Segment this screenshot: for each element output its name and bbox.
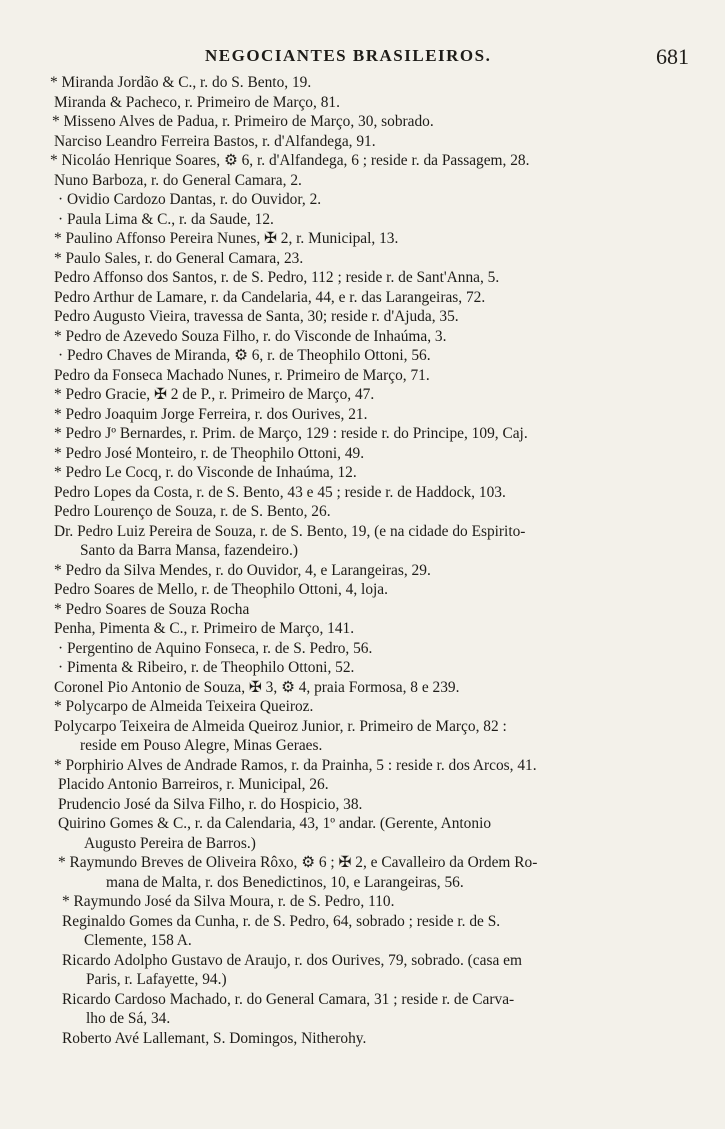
directory-entries xyxy=(0,73,725,1048)
directory-entry: * Nicoláo Henrique Soares, ⚙ 6, r. d'Alfandega, 6 ; reside r. da Passagem, 28. xyxy=(50,152,530,169)
directory-entry: Narciso Leandro Ferreira Bastos, r. d'Alfandega, 91. xyxy=(54,132,376,150)
directory-entry: * Porphirio Alves de Andrade Ramos, r. da Prainha, 5 : reside r. dos Arcos, 41. xyxy=(54,756,537,774)
directory-entry: * Miranda Jordão & C., r. do S. Bento, 19. xyxy=(50,74,312,91)
directory-entry: * Pedro da Silva Mendes, r. do Ouvidor, 4, e Larangeiras, 29. xyxy=(54,561,431,579)
directory-entry: * Pedro de Azevedo Souza Filho, r. do Visconde de Inhaúma, 3. xyxy=(54,327,447,345)
directory-entry: Quirino Gomes & C., r. da Calendaria, 43, 1º andar. (Gerente, Antonio xyxy=(58,815,492,832)
directory-entry: Penha, Pimenta & C., r. Primeiro de Março, 141. xyxy=(54,620,355,637)
directory-entry: * Pedro Jº Bernardes, r. Prim. de Março, 129 : reside r. do Principe, 109, Caj. xyxy=(54,425,528,442)
directory-entry: Reginaldo Gomes da Cunha, r. de S. Pedro, 64, sobrado ; reside r. de S. xyxy=(62,912,501,930)
directory-entry: Roberto Avé Lallemant, S. Domingos, Nitherohy. xyxy=(62,1029,367,1047)
directory-entry: · Pergentino de Aquino Fonseca, r. de S. Pedro, 56. xyxy=(58,639,373,657)
directory-entry: Pedro Affonso dos Santos, r. de S. Pedro, 112 ; reside r. de Sant'Anna, 5. xyxy=(54,269,500,286)
directory-entry: · Pimenta & Ribeiro, r. de Theophilo Ottoni, 52. xyxy=(58,659,355,676)
directory-entry: Pedro Soares de Mello, r. de Theophilo Ottoni, 4, loja. xyxy=(54,581,388,598)
directory-entry: Augusto Pereira de Barros.) xyxy=(84,834,256,852)
directory-entry: * Pedro Soares de Souza Rocha xyxy=(54,600,250,618)
directory-entry: Ricardo Cardoso Machado, r. do General Camara, 31 ; reside r. de Carva- xyxy=(62,990,515,1008)
page-header xyxy=(0,44,725,74)
directory-entry: Ricardo Adolpho Gustavo de Araujo, r. dos Ourives, 79, sobrado. (casa em xyxy=(62,951,522,969)
directory-entry: Coronel Pio Antonio de Souza, ✠ 3, ⚙ 4, praia Formosa, 8 e 239. xyxy=(54,678,460,696)
directory-entry: lho de Sá, 34. xyxy=(86,1010,171,1027)
directory-entry: * Paulino Affonso Pereira Nunes, ✠ 2, r. Municipal, 13. xyxy=(54,230,399,247)
directory-entry: Paris, r. Lafayette, 94.) xyxy=(86,971,227,988)
directory-entry: * Pedro Joaquim Jorge Ferreira, r. dos Ourives, 21. xyxy=(54,405,368,423)
directory-entry: Prudencio José da Silva Filho, r. do Hospicio, 38. xyxy=(58,795,363,813)
directory-entry: Dr. Pedro Luiz Pereira de Souza, r. de S. Bento, 19, (e na cidade do Espirito- xyxy=(54,522,526,540)
directory-entry: * Paulo Sales, r. do General Camara, 23. xyxy=(54,249,304,267)
directory-entry: · Pedro Chaves de Miranda, ⚙ 6, r. de Theophilo Ottoni, 56. xyxy=(58,347,431,364)
directory-entry: * Polycarpo de Almeida Teixeira Queiroz. xyxy=(54,698,314,715)
directory-entry: Pedro Augusto Vieira, travessa de Santa, 30; reside r. d'Ajuda, 35. xyxy=(54,308,459,325)
directory-entry: Pedro Lopes da Costa, r. de S. Bento, 43 e 45 ; reside r. de Haddock, 103. xyxy=(54,483,506,501)
directory-entry: reside em Pouso Alegre, Minas Geraes. xyxy=(80,737,323,754)
directory-entry: mana de Malta, r. dos Benedictinos, 10, e Larangeiras, 56. xyxy=(106,873,464,891)
directory-entry: * Misseno Alves de Padua, r. Primeiro de Março, 30, sobrado. xyxy=(52,113,434,130)
directory-entry: · Paula Lima & C., r. da Saude, 12. xyxy=(58,210,274,228)
directory-entry: * Raymundo Breves de Oliveira Rôxo, ⚙ 6 ; ✠ 2, e Cavalleiro da Ordem Ro- xyxy=(58,854,538,871)
directory-entry: * Raymundo José da Silva Moura, r. de S. Pedro, 110. xyxy=(62,893,395,910)
directory-entry: Polycarpo Teixeira de Almeida Queiroz Junior, r. Primeiro de Março, 82 : xyxy=(54,717,507,735)
directory-entry: · Ovidio Cardozo Dantas, r. do Ouvidor, 2. xyxy=(58,191,322,208)
directory-entry: Pedro Arthur de Lamare, r. da Candelaria, 44, e r. das Larangeiras, 72. xyxy=(54,288,486,306)
running-title: NEGOCIANTES BRASILEIROS. xyxy=(205,46,492,65)
directory-entry: Placido Antonio Barreiros, r. Municipal, 26. xyxy=(58,776,329,793)
directory-entry: Pedro da Fonseca Machado Nunes, r. Primeiro de Março, 71. xyxy=(54,366,430,384)
directory-entry: Nuno Barboza, r. do General Camara, 2. xyxy=(54,171,302,189)
directory-entry: * Pedro Le Cocq, r. do Visconde de Inhaúma, 12. xyxy=(54,464,357,481)
directory-entry: * Pedro Gracie, ✠ 2 de P., r. Primeiro de Março, 47. xyxy=(54,386,375,403)
directory-entry: * Pedro José Monteiro, r. de Theophilo Ottoni, 49. xyxy=(54,444,365,462)
page-number: 681 xyxy=(656,44,689,69)
directory-entry: Miranda & Pacheco, r. Primeiro de Março, 81. xyxy=(54,93,340,111)
directory-entry: Clemente, 158 A. xyxy=(84,932,192,949)
directory-entry: Santo da Barra Mansa, fazendeiro.) xyxy=(80,542,298,559)
directory-entry: Pedro Lourenço de Souza, r. de S. Bento, 26. xyxy=(54,503,331,520)
